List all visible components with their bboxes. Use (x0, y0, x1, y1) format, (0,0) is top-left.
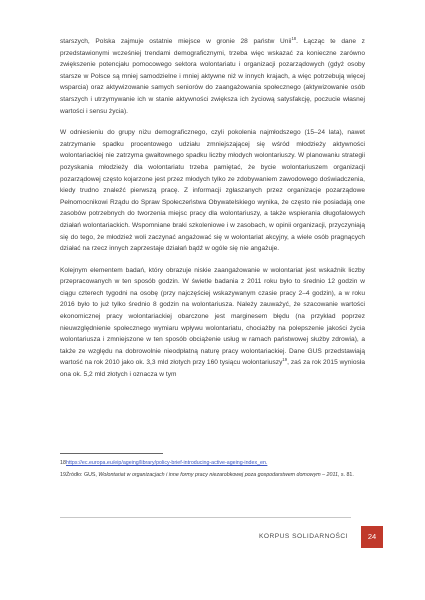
footnote-ref-18[interactable]: 18 (291, 35, 297, 41)
paragraph-1-text: starszych, Polska zajmuje ostatnie miejsce w gronie 28 państw Unii (60, 38, 292, 45)
paragraph-3-text-cont: , zaś za rok 2015 wyniosła ona ok. 5,2 mld złotych i oznacza w tym (60, 359, 365, 379)
page-number-badge (361, 526, 383, 548)
footnote-18 (60, 459, 365, 468)
footnote-source-prefix: Źródło: GUS, (66, 472, 99, 479)
paragraph-3-text: Kolejnym elementem badań, który obrazuje niskie zaangażowanie w wolontariat jest wskaźnik liczby przepracowanych w ten sposób godzin. W świetle badania z 2011 roku było to średnio 12 godzin w ciągu czterech tygodni na osobę (przy najczęściej wskazywanym czasie pracy 2–4 godzin), a w roku 2016 było to już tylko średnio 8 godzin na wolontariusza. Należy zauważyć, że szacowanie wartości ekonomicznej pracy wolontariackiej obarczone jest marginesem błędu (na przykład poprzez nieuwzględnienie społecznego wymiaru wpływu wolontariatu, chociażby na polepszenie jakości życia wolontariusza i zmniejszone w ten sposób obciążenie usług w ramach państwowej służby zdrowia), a także ze względu na dobrowolnie nieodpłatną naturę pracy wolontariackiej. Dane GUS przedstawiają wartość na rok 2010 jako ok. 3,3 mld złotych przy 160 tysiącu wolontariuszy (60, 266, 365, 367)
footer-brand: KORPUS SOLIDARNOŚCI (258, 533, 348, 540)
footer-divider (60, 517, 351, 518)
footnote-source-title: Wolontariat w organizacjach i inne formy pracy niezarobkowej poza gospodarstwem domowym – 2011 (98, 472, 338, 479)
paragraph-1-text-cont: . Łącząc te dane z przedstawionymi wcześniej trendami demograficznymi, trzeba więc wskazać za konieczne zarówno zwiększenie potencjału pomocowego sektora wolontariatu i organizacji pozarządowych (gdyż osoby starsze w Polsce są mniej samodzielne i mniej aktywne niż w innych krajach, a więc potrzebują więcej wsparcia) oraz aktywizowanie samych seniorów do zaangażowania społecznego (aktywizowanie osób starszych i utrzymywanie ich w stanie aktywności zwiększa ich życiową satysfakcję, poczucie własnej wartości i sensu życia). (60, 38, 365, 115)
footnote-source-suffix: , s. 81. (337, 472, 354, 479)
footnote-number: 19 (60, 472, 66, 479)
footnote-link[interactable]: https://ec.europa.eu/eip/ageing/library/policy-brief-introducing-active-ageing-index_en. (66, 460, 268, 466)
paragraph-2 (60, 127, 365, 255)
footnote-number: 18 (60, 460, 66, 466)
paragraph-2-text: W odniesieniu do grupy niżu demograficznego, czyli pokolenia najmłodszego (15–24 lata), nawet zatrzymanie spadku procentowego udziału zmniejszającej się wśród młodzieży aktywności wolontariackiej nie zatrzyma gwałtownego spadku liczby młodych wolontariuszy. W planowaniu strategii pozyskania młodzieży dla wolontariatu trzeba pamiętać, że bycie wolontariuszem organizacji pozarządowej często kojarzone jest przez młodych tylko ze zdobywaniem zawodowego doświadczenia, kiedy trudno znaleźć pierwszą pracę. Z informacji zgłaszanych przez organizacje pozarządowe Pełnomocnikowi Rządu do Spraw Społeczeństwa Obywatelskiego wynika, że często nie posiadają one zasobów potrzebnych do tworzenia miejsc pracy dla wolontariuszy, a także wspierania długofalowych działań wolontariackich. Wspomniane braki szkoleniowe i w zasobach, w opinii organizacji, przyczyniają się do tego, że młodzież woli zaczynać angażować się w wolontariat akcyjny, a wiele osób pragnących działać na rzecz innych zaprzestaje działań bądź w ogóle się nie angażuje. (60, 129, 365, 253)
footnote-separator (60, 453, 163, 454)
paragraph-1 (60, 36, 365, 117)
main-text (60, 36, 365, 391)
footnotes (60, 459, 365, 483)
footnote-ref-19[interactable]: 19 (282, 357, 288, 363)
page-number: 24 (367, 532, 377, 541)
footnote-19 (60, 471, 365, 480)
paragraph-3 (60, 265, 365, 381)
